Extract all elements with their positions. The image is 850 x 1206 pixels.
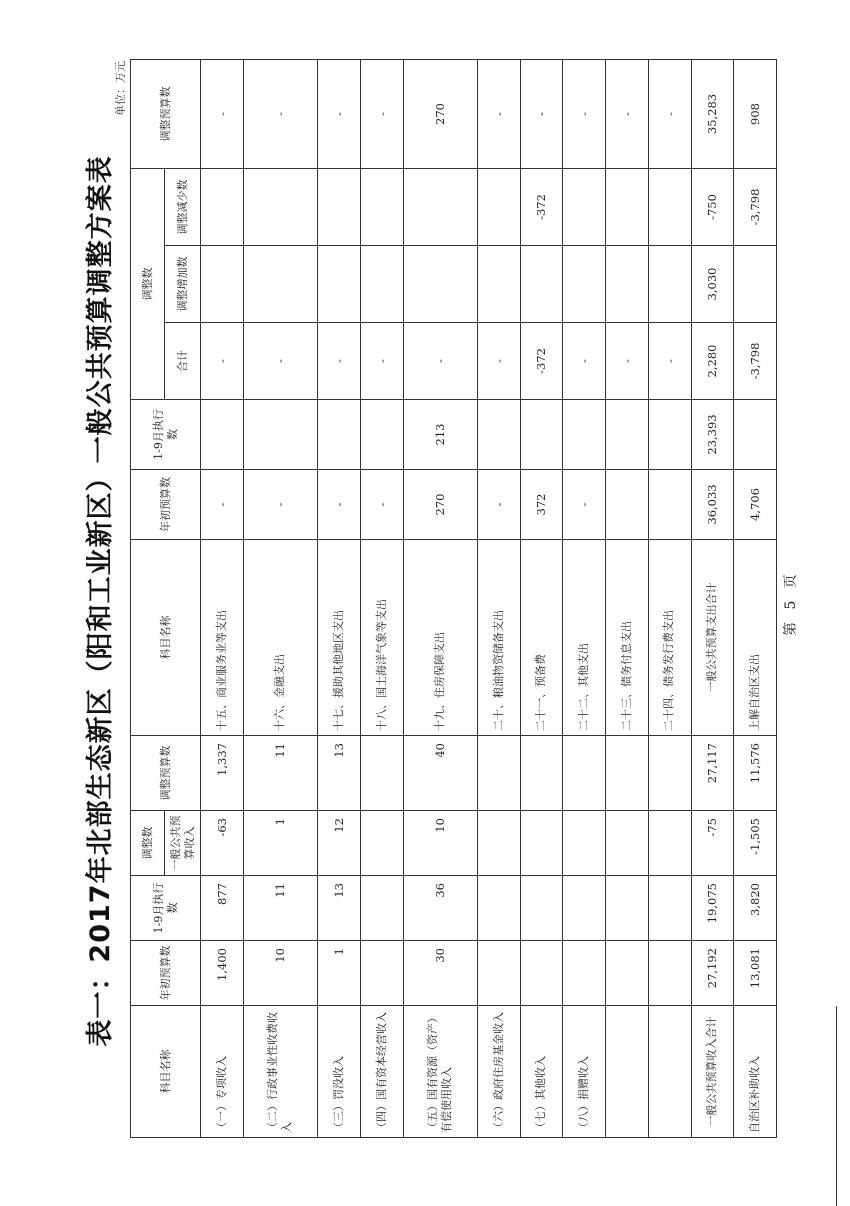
cell-right-increase (520, 246, 563, 323)
cell-left-adjusted: 11,576 (734, 736, 777, 811)
cell-right-decrease (563, 169, 606, 246)
cell-left-initial (477, 941, 520, 1006)
cell-right-total: - (563, 323, 606, 400)
cell-right-total: -372 (520, 323, 563, 400)
cell-left-exec (477, 876, 520, 941)
cell-right-name: 十九、住房保障支出 (403, 540, 477, 736)
cell-right-name: 二十二、其他支出 (563, 540, 606, 736)
cell-right-increase (563, 246, 606, 323)
header-right-adjust-group: 调整数 (131, 169, 165, 400)
cell-right-exec (563, 400, 606, 470)
table-row (243, 60, 317, 1138)
cell-right-exec (648, 400, 691, 470)
cell-left-adjusted: 27,117 (691, 736, 734, 811)
cell-left-exec (520, 876, 563, 941)
header-left-adjust-group: 调整数 (131, 811, 165, 876)
cell-right-decrease: -3,798 (734, 169, 777, 246)
cell-right-decrease (360, 169, 403, 246)
cell-right-increase (734, 246, 777, 323)
cell-left-name: （三）罚没收入 (318, 1006, 361, 1138)
cell-left-initial: 1 (318, 941, 361, 1006)
header-right-decrease: 调整减少数 (165, 169, 201, 246)
cell-left-adjusted (648, 736, 691, 811)
cell-right-exec (318, 400, 361, 470)
header-right-initial: 年初预算数 (131, 470, 201, 540)
cell-right-exec (201, 400, 244, 470)
header-left-adjusted: 调整预算数 (131, 736, 201, 811)
cell-left-name: （六）政府住房基金收入 (477, 1006, 520, 1138)
cell-left-exec: 877 (201, 876, 244, 941)
table-row (734, 60, 777, 1138)
cell-right-adjusted: - (606, 60, 649, 169)
header-left-name: 科目名称 (131, 1006, 201, 1138)
cell-left-name (648, 1006, 691, 1138)
table-row (606, 60, 649, 1138)
cell-left-name: （五）国有资源（资产）有偿使用收入 (403, 1006, 477, 1138)
cell-right-exec: 23,393 (691, 400, 734, 470)
cell-right-adjusted: 35,283 (691, 60, 734, 169)
cell-right-initial: - (201, 470, 244, 540)
cell-right-name: 二十三、债务付息支出 (606, 540, 649, 736)
cell-right-increase (477, 246, 520, 323)
cell-left-adjust (360, 811, 403, 876)
cell-left-exec: 19,075 (691, 876, 734, 941)
cell-right-adjusted: 270 (403, 60, 477, 169)
cell-right-name: 二十一、预备费 (520, 540, 563, 736)
cell-left-name: （八）捐赠收入 (563, 1006, 606, 1138)
cell-right-total: 2,280 (691, 323, 734, 400)
cell-left-adjust (477, 811, 520, 876)
cell-left-adjust: 12 (318, 811, 361, 876)
cell-left-adjust (563, 811, 606, 876)
cell-left-adjust: -63 (201, 811, 244, 876)
cell-right-initial: - (563, 470, 606, 540)
cell-right-adjusted: - (477, 60, 520, 169)
header-right-total: 合计 (165, 323, 201, 400)
cell-right-exec (477, 400, 520, 470)
cell-left-adjusted: 1,337 (201, 736, 244, 811)
cell-right-name: 十八、国土海洋气象等支出 (360, 540, 403, 736)
cell-left-initial (360, 941, 403, 1006)
cell-left-name (606, 1006, 649, 1138)
cell-right-exec: 213 (403, 400, 477, 470)
header-right-exec: 1-9月执行数 (131, 400, 201, 470)
cell-left-name: 自治区补助收入 (734, 1006, 777, 1138)
header-right-increase: 调整增加数 (165, 246, 201, 323)
header-left-initial: 年初预算数 (131, 941, 201, 1006)
cell-right-total: - (360, 323, 403, 400)
cell-left-exec (648, 876, 691, 941)
cell-left-exec: 3,820 (734, 876, 777, 941)
budget-adjustment-table (130, 59, 777, 1138)
cell-right-exec (360, 400, 403, 470)
cell-right-increase (243, 246, 317, 323)
table-row (477, 60, 520, 1138)
cell-right-total: - (648, 323, 691, 400)
table-row (520, 60, 563, 1138)
cell-left-exec: 11 (243, 876, 317, 941)
cell-left-adjusted (520, 736, 563, 811)
cell-right-name: 十五、商业服务业等支出 (201, 540, 244, 736)
header-left-exec: 1-9月执行数 (131, 876, 201, 941)
cell-left-adjusted (477, 736, 520, 811)
cell-right-decrease (648, 169, 691, 246)
cell-right-adjusted: - (563, 60, 606, 169)
cell-right-initial: 270 (403, 470, 477, 540)
cell-right-decrease: -372 (520, 169, 563, 246)
cell-right-total: - (403, 323, 477, 400)
cell-right-total: -3,798 (734, 323, 777, 400)
cell-right-exec (734, 400, 777, 470)
cell-right-initial: 36,033 (691, 470, 734, 540)
cell-right-initial: 372 (520, 470, 563, 540)
header-row-1 (131, 60, 165, 1138)
cell-right-adjusted: - (318, 60, 361, 169)
cell-left-name: （一）专项收入 (201, 1006, 244, 1138)
cell-right-initial (648, 470, 691, 540)
table-row (318, 60, 361, 1138)
cell-right-total: - (201, 323, 244, 400)
cell-right-initial: - (477, 470, 520, 540)
cell-right-initial: 4,706 (734, 470, 777, 540)
cell-right-decrease (318, 169, 361, 246)
cell-left-name: （二）行政事业性收费收入 (243, 1006, 317, 1138)
cell-right-adjusted: 908 (734, 60, 777, 169)
table-body (201, 60, 777, 1138)
unit-label: 单位：万元 (114, 61, 127, 116)
cell-right-increase (403, 246, 477, 323)
cell-right-decrease: -750 (691, 169, 734, 246)
cell-right-name: 上解自治区支出 (734, 540, 777, 736)
cell-left-adjust (648, 811, 691, 876)
footer-rule (836, 1006, 837, 1206)
cell-right-initial: - (243, 470, 317, 540)
cell-right-name: 十六、金融支出 (243, 540, 317, 736)
cell-right-name: 二十四、债务发行费支出 (648, 540, 691, 736)
cell-right-exec (520, 400, 563, 470)
cell-right-increase (201, 246, 244, 323)
cell-right-initial: - (360, 470, 403, 540)
cell-right-exec (606, 400, 649, 470)
cell-left-adjusted (606, 736, 649, 811)
cell-right-total: - (318, 323, 361, 400)
table-row (563, 60, 606, 1138)
cell-right-name: 十七、援助其他地区支出 (318, 540, 361, 736)
table-row (691, 60, 734, 1138)
cell-left-exec (360, 876, 403, 941)
cell-left-adjust: -1,505 (734, 811, 777, 876)
cell-right-name: 一般公共预算支出合计 (691, 540, 734, 736)
cell-right-total: - (243, 323, 317, 400)
cell-left-initial (563, 941, 606, 1006)
cell-left-adjust (520, 811, 563, 876)
cell-right-adjusted: - (648, 60, 691, 169)
cell-right-adjusted: - (243, 60, 317, 169)
cell-right-increase (318, 246, 361, 323)
cell-right-increase (606, 246, 649, 323)
cell-right-exec (243, 400, 317, 470)
cell-left-exec (563, 876, 606, 941)
header-left-adjust-sub: 一般公共预算收入 (165, 811, 201, 876)
cell-right-total: - (477, 323, 520, 400)
cell-right-initial (606, 470, 649, 540)
cell-left-initial: 10 (243, 941, 317, 1006)
cell-left-initial: 1,400 (201, 941, 244, 1006)
cell-right-increase: 3,030 (691, 246, 734, 323)
cell-left-initial: 30 (403, 941, 477, 1006)
cell-right-increase (648, 246, 691, 323)
cell-left-exec (606, 876, 649, 941)
cell-right-decrease (606, 169, 649, 246)
cell-right-adjusted: - (360, 60, 403, 169)
cell-left-adjust: -75 (691, 811, 734, 876)
cell-right-decrease (403, 169, 477, 246)
table-row (360, 60, 403, 1138)
cell-right-decrease (243, 169, 317, 246)
table-row (201, 60, 244, 1138)
cell-left-exec: 36 (403, 876, 477, 941)
cell-right-adjusted: - (520, 60, 563, 169)
header-right-name: 科目名称 (131, 540, 201, 736)
cell-left-initial (648, 941, 691, 1006)
cell-left-adjusted (360, 736, 403, 811)
cell-left-adjust: 1 (243, 811, 317, 876)
cell-right-initial: - (318, 470, 361, 540)
cell-right-increase (360, 246, 403, 323)
page-number: 第 5 页 (783, 570, 799, 636)
cell-left-adjusted: 11 (243, 736, 317, 811)
cell-left-adjust (606, 811, 649, 876)
cell-left-name: （四）国有资本经营收入 (360, 1006, 403, 1138)
cell-left-exec: 13 (318, 876, 361, 941)
table-row (403, 60, 477, 1138)
cell-left-name: 一般公共预算收入合计 (691, 1006, 734, 1138)
cell-right-adjusted: - (201, 60, 244, 169)
cell-left-adjusted: 13 (318, 736, 361, 811)
page-title: 表一：2017年北部生态新区（阳和工业新区）一般公共预算调整方案表 (85, 155, 116, 1047)
cell-right-name: 二十、粮油物资储备支出 (477, 540, 520, 736)
table-row (648, 60, 691, 1138)
cell-left-initial (606, 941, 649, 1006)
cell-left-initial: 27,192 (691, 941, 734, 1006)
cell-left-initial (520, 941, 563, 1006)
header-right-adjusted: 调整预算数 (131, 60, 201, 169)
cell-left-initial: 13,081 (734, 941, 777, 1006)
cell-right-total: - (606, 323, 649, 400)
cell-left-adjust: 10 (403, 811, 477, 876)
cell-right-decrease (201, 169, 244, 246)
cell-left-name: （七）其他收入 (520, 1006, 563, 1138)
cell-left-adjusted (563, 736, 606, 811)
cell-right-decrease (477, 169, 520, 246)
cell-left-adjusted: 40 (403, 736, 477, 811)
